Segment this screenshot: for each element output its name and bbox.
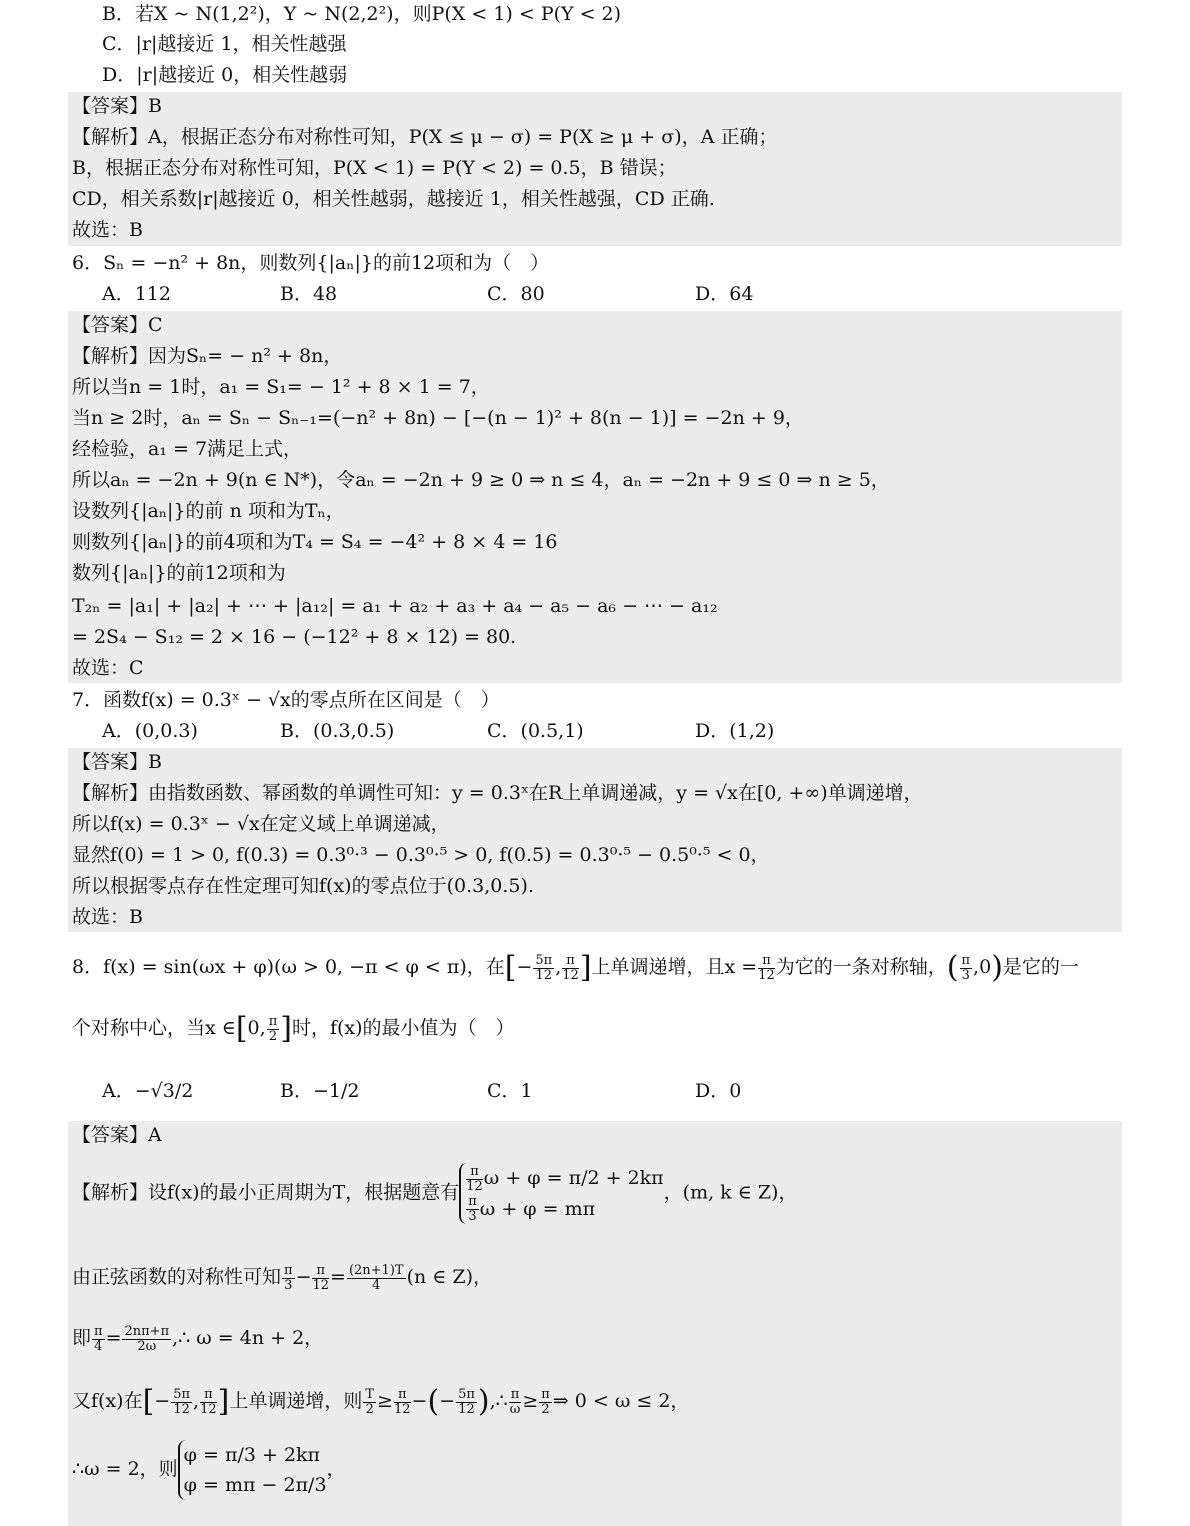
fraction: $\frac{\pi}{2}$ <box>268 1013 278 1044</box>
fraction: $\frac{\pi}{12}$ <box>758 952 775 983</box>
q8-stem-part: 个对称中心，当x ∈ <box>72 1017 236 1039</box>
q7-solution-line: 所以根据零点存在性定理可知f(x)的零点位于(0.3,0.5). <box>72 875 534 897</box>
q7-option-b: B．(0.3,0.5) <box>280 720 395 742</box>
q8-solution-part: 即 <box>72 1327 92 1349</box>
q8-stem-line1: 8．f(x) = sin(ωx + φ)(ω > 0, −π < φ < π)，在[− $\frac{5\pi}{12}$ , $\frac{\pi}{12}$ ]上单调递增，且x = $\frac{\pi}{12}$ 为它的一条对称轴，( $\frac{\pi}{3}$ ,0)是它的一 <box>72 950 1079 985</box>
q7-answer: 【答案】B <box>72 751 162 773</box>
q8-solution-line: 又f(x)在[− $\frac{5\pi}{12}$ , $\frac{\pi}{12}$ ]上单调递增，则 $\frac{T}{2}$ ≥ $\frac{\pi}{12}$ −(− $\frac{5\pi}{12}$ ),∴ $\frac{\pi}{\omega}$ ≥ $\frac{\pi}{2}$ ⇒ 0 < ω ≤ 2， <box>72 1384 690 1419</box>
q6-option-a: A．112 <box>102 283 171 305</box>
q8-stem-part: 8．f(x) = sin(ωx + φ)(ω > 0, −π < φ < π)，在 <box>72 956 505 978</box>
case-row: φ = mπ − 2π/3 <box>183 1474 327 1496</box>
q8-solution-part: ∴ω = 2，则 <box>72 1458 178 1480</box>
q6-stem: 6．Sₙ = −n² + 8n，则数列{|aₙ|}的前12项和为（ ） <box>72 252 550 274</box>
q8-option-b: B．−1/2 <box>280 1080 360 1102</box>
q8-answer: 【答案】A <box>72 1124 162 1146</box>
q8-option-c: C．1 <box>487 1080 533 1102</box>
q6-solution-line: T₂ₙ = |a₁| + |a₂| + ⋯ + |a₁₂| = a₁ + a₂ + a₃ + a₄ − a₅ − a₆ − ⋯ − a₁₂ <box>72 595 718 617</box>
q5-option-b: B．若X ~ N(1,2²)，Y ~ N(2,2²)，则P(X < 1) < P(Y < 2) <box>102 3 622 25</box>
q7-solution-line: 【解析】由指数函数、幂函数的单调性可知：y = 0.3ˣ在R上单调递减，y = √x在[0, +∞)单调递增， <box>72 782 923 804</box>
q7-solution-line: 显然f(0) = 1 > 0, f(0.3) = 0.3⁰·³ − 0.3⁰·⁵ > 0, f(0.5) = 0.3⁰·⁵ − 0.5⁰·⁵ < 0， <box>72 844 770 866</box>
q5-solution-line: B，根据正态分布对称性可知，P(X < 1) = P(Y < 2) = 0.5，B 错误； <box>72 157 677 179</box>
q8-solution-line <box>72 1163 797 1224</box>
q8-solution-line <box>72 1440 346 1500</box>
q7-stem: 7．函数f(x) = 0.3ˣ − √x的零点所在区间是（ ） <box>72 689 500 711</box>
q6-solution-line: 设数列{|aₙ|}的前 n 项和为Tₙ， <box>72 500 345 522</box>
q7-option-c: C．(0.5,1) <box>487 720 584 742</box>
fraction: $\frac{5\pi}{12}$ <box>535 952 553 983</box>
case-row: ω + φ = π/2 + 2kπ <box>483 1167 664 1189</box>
q8-solution-part: ,∴ ω = 4n + 2， <box>172 1327 324 1349</box>
fraction: $\frac{\pi}{3}$ <box>961 952 971 983</box>
q5-option-d: D．|r|越接近 0，相关性越弱 <box>102 64 348 86</box>
q8-stem-part: 为它的一条对称轴， <box>775 956 947 978</box>
equation-system: $\frac{\pi}{12}$ ω + φ = π/2 + 2kπ $\frac{\pi}{3}$ ω + φ = mπ <box>459 1163 663 1224</box>
q8-stem-part: 时，f(x)的最小值为（ ） <box>291 1017 515 1039</box>
q6-solution-line: 当n ≥ 2时，aₙ = Sₙ − Sₙ₋₁=(−n² + 8n) − [−(n − 1)² + 8(n − 1)] = −2n + 9， <box>72 407 804 429</box>
q5-solution-line: 【解析】A，根据正态分布对称性可知，P(X ≤ μ − σ) = P(X ≥ μ + σ)，A 正确； <box>72 126 778 148</box>
case-row: φ = π/3 + 2kπ <box>183 1444 321 1466</box>
q8-solution-part: ，(m, k ∈ Z)， <box>663 1181 798 1204</box>
q8-option-a: A．−√3/2 <box>102 1080 194 1102</box>
q8-stem-line2: 个对称中心，当x ∈[0, $\frac{\pi}{2}$ ]时，f(x)的最小值为（ ） <box>72 1011 515 1046</box>
q7-option-a: A．(0,0.3) <box>102 720 198 742</box>
answer-block-q7 <box>68 748 1122 932</box>
q6-solution-line: 【解析】因为Sₙ= − n² + 8n， <box>72 345 343 367</box>
q8-solution-part: 由正弦函数的对称性可知 <box>72 1266 282 1288</box>
q8-solution-part: 【解析】设f(x)的最小正周期为T，根据题意有 <box>72 1181 460 1204</box>
q5-answer: 【答案】B <box>72 95 162 117</box>
q5-solution-line: CD，相关系数|r|越接近 0，相关性越弱，越接近 1，相关性越强，CD 正确. <box>72 188 715 210</box>
q5-solution-line: 故选：B <box>72 219 143 241</box>
q8-solution-part: (n ∈ Z)， <box>406 1266 492 1288</box>
q5-option-c: C．|r|越接近 1，相关性越强 <box>102 33 347 55</box>
q8-stem-part: 是它的一 <box>1002 956 1079 978</box>
q6-option-d: D．64 <box>695 283 754 305</box>
q6-option-b: B．48 <box>280 283 338 305</box>
q6-option-c: C．80 <box>487 283 545 305</box>
q6-solution-line: 数列{|aₙ|}的前12项和为 <box>72 562 286 584</box>
q6-solution-line: 则数列{|aₙ|}的前4项和为T₄ = S₄ = −4² + 8 × 4 = 16 <box>72 531 558 553</box>
q7-option-d: D．(1,2) <box>695 720 775 742</box>
q6-solution-line: 故选：C <box>72 657 144 679</box>
q8-solution-part: ， <box>326 1458 346 1480</box>
q8-solution-part: 又f(x)在 <box>72 1390 143 1412</box>
q6-answer: 【答案】C <box>72 314 163 336</box>
q8-solution-part: 上单调递增，则 <box>229 1390 363 1412</box>
q6-solution-line: 所以当n = 1时，a₁ = S₁= − 1² + 8 × 1 = 7， <box>72 376 490 398</box>
q8-solution-part: ⇒ 0 < ω ≤ 2， <box>552 1390 690 1412</box>
fraction: $\frac{\pi}{12}$ <box>562 952 579 983</box>
q6-solution-line: 经检验，a₁ = 7满足上式， <box>72 438 303 460</box>
q8-stem-part: 上单调递增，且x = <box>591 956 758 978</box>
q8-solution-line: 即 $\frac{\pi}{4}$ = $\frac{2n\pi+\pi}{2\omega}$ ,∴ ω = 4n + 2， <box>72 1323 324 1354</box>
q8-solution-line: 由正弦函数的对称性可知 $\frac{\pi}{3}$ − $\frac{\pi}{12}$ = $\frac{(2n+1)T}{4}$ (n ∈ Z)， <box>72 1262 492 1293</box>
q7-solution-line: 故选：B <box>72 906 143 928</box>
q8-option-d: D．0 <box>695 1080 742 1102</box>
case-row: ω + φ = mπ <box>479 1197 596 1220</box>
q6-solution-line: = 2S₄ − S₁₂ = 2 × 16 − (−12² + 8 × 12) = 80. <box>72 626 517 648</box>
equation-system <box>178 1440 327 1500</box>
q7-solution-line: 所以f(x) = 0.3ˣ − √x在定义域上单调递减， <box>72 813 450 835</box>
q6-solution-line: 所以aₙ = −2n + 9(n ∈ N*)，令aₙ = −2n + 9 ≥ 0 ⇒ n ≤ 4，aₙ = −2n + 9 ≤ 0 ⇒ n ≥ 5， <box>72 469 890 491</box>
